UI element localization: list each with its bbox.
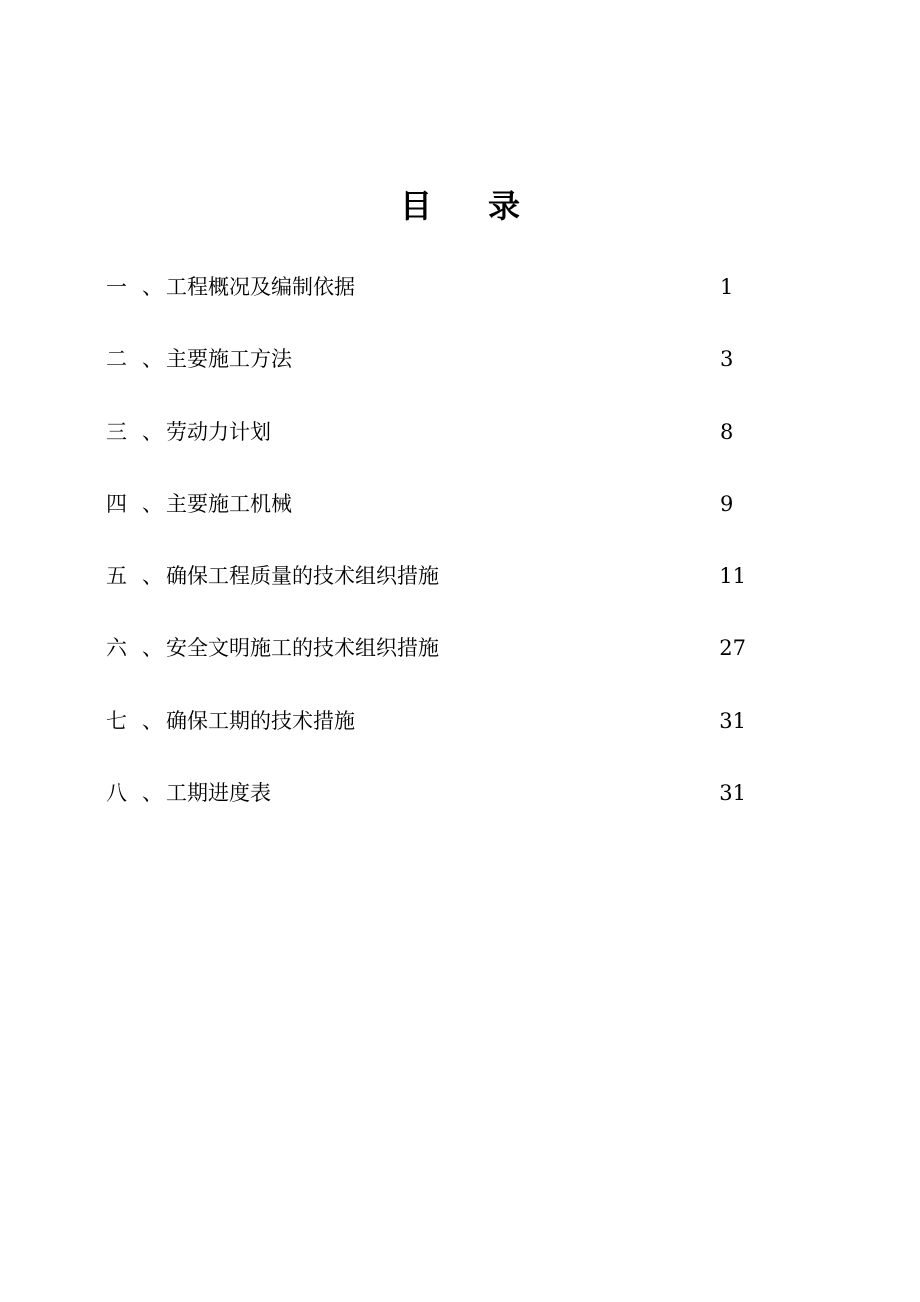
title-char-2: 录 bbox=[488, 187, 521, 225]
toc-separator: 、 bbox=[142, 419, 163, 444]
toc-label: 安全文明施工的技术组织措施 bbox=[166, 636, 439, 661]
toc-page-number: 9 bbox=[720, 491, 734, 516]
toc-number: 三 bbox=[106, 419, 127, 444]
toc-number: 八 bbox=[106, 781, 127, 806]
toc-number: 五 bbox=[106, 564, 127, 589]
toc-dot-leader bbox=[294, 337, 718, 381]
toc-separator: 、 bbox=[142, 564, 163, 589]
toc-number: 四 bbox=[106, 491, 127, 516]
toc-label: 确保工期的技术措施 bbox=[166, 708, 355, 733]
toc-number: 七 bbox=[106, 708, 127, 733]
toc-dot-leader bbox=[357, 699, 717, 743]
toc-dot-leader bbox=[357, 265, 718, 309]
toc-dot-leader bbox=[273, 771, 717, 815]
title-char-1: 目 bbox=[399, 187, 432, 225]
toc-label: 主要施工方法 bbox=[166, 347, 292, 372]
toc-label: 工程概况及编制依据 bbox=[166, 275, 355, 299]
toc-separator: 、 bbox=[142, 347, 163, 372]
toc-entry-6[interactable] bbox=[106, 626, 746, 670]
toc-dot-leader bbox=[441, 554, 717, 598]
toc-entry-3[interactable] bbox=[106, 410, 746, 454]
toc-number: 六 bbox=[106, 636, 127, 661]
toc-number: 二 bbox=[106, 347, 127, 372]
toc-separator: 、 bbox=[142, 491, 163, 516]
toc-separator: 、 bbox=[142, 708, 163, 733]
toc-entry-2[interactable] bbox=[106, 337, 746, 381]
toc-page-number: 1 bbox=[720, 275, 734, 299]
toc-label: 确保工程质量的技术组织措施 bbox=[166, 564, 439, 589]
toc-separator: 、 bbox=[142, 781, 163, 806]
toc-dot-leader bbox=[273, 410, 718, 454]
toc-label: 主要施工机械 bbox=[166, 491, 292, 516]
table-of-contents bbox=[106, 265, 746, 843]
toc-number: 一 bbox=[106, 275, 127, 299]
toc-dot-leader bbox=[441, 626, 717, 670]
toc-entry-7[interactable] bbox=[106, 699, 746, 743]
toc-label: 工期进度表 bbox=[166, 781, 271, 806]
toc-page-number: 8 bbox=[720, 419, 734, 444]
toc-page-number: 3 bbox=[720, 347, 734, 372]
toc-separator: 、 bbox=[142, 275, 163, 299]
toc-entry-4[interactable] bbox=[106, 482, 746, 526]
toc-label: 劳动力计划 bbox=[166, 419, 271, 444]
toc-entry-8[interactable] bbox=[106, 771, 746, 815]
toc-entry-1[interactable] bbox=[106, 265, 746, 309]
toc-page-number: 27 bbox=[719, 636, 746, 661]
toc-page-number: 31 bbox=[719, 781, 746, 806]
toc-separator: 、 bbox=[142, 636, 163, 661]
toc-page-number: 31 bbox=[719, 708, 746, 733]
toc-entry-5[interactable] bbox=[106, 554, 746, 598]
page-title bbox=[0, 184, 920, 228]
toc-dot-leader bbox=[294, 482, 718, 526]
toc-page-number: 11 bbox=[719, 564, 746, 589]
